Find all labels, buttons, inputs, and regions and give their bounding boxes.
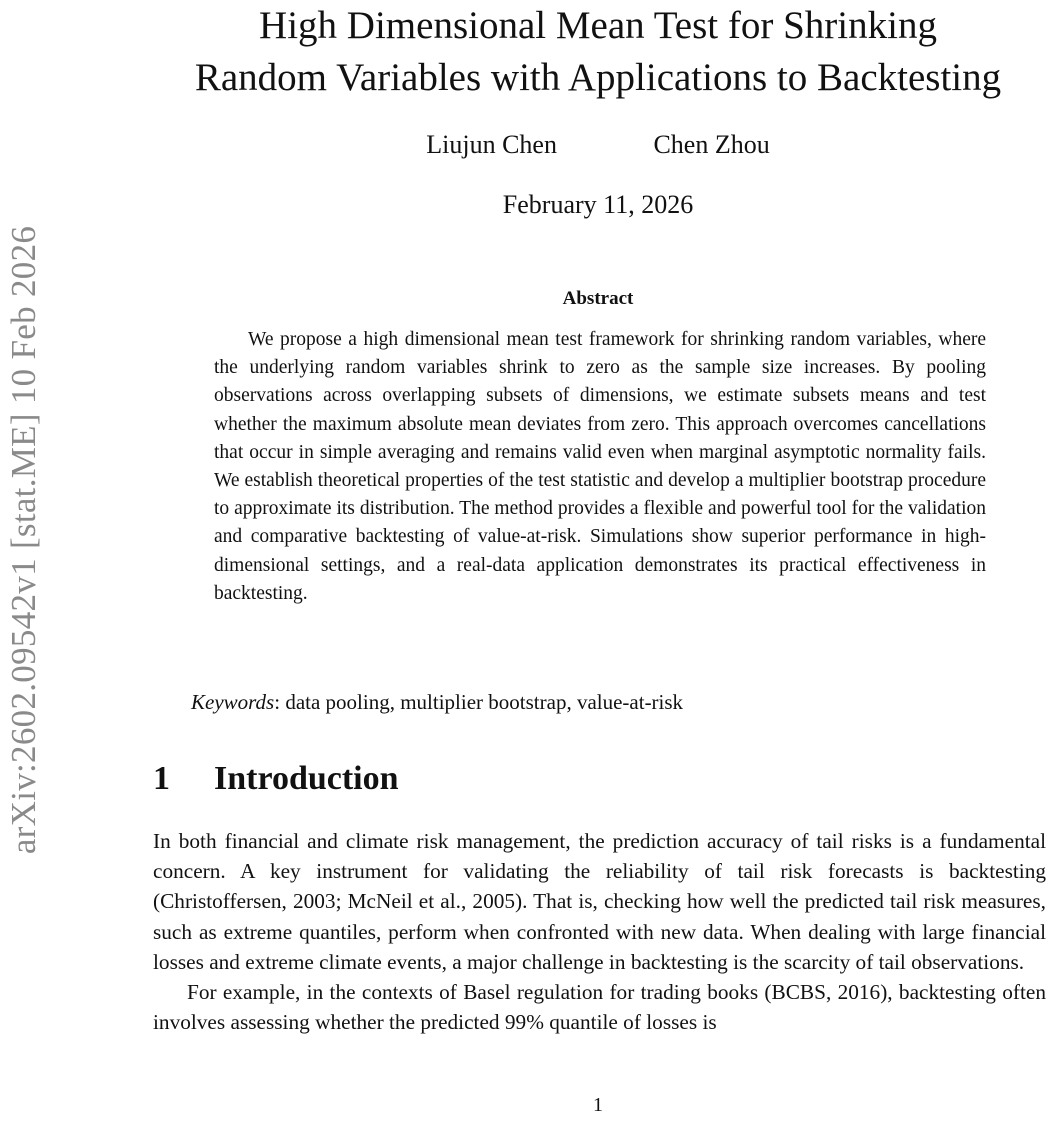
abstract-heading: Abstract [562, 288, 634, 309]
paper-title [150, 0, 1046, 104]
keywords-label: Keywords [191, 690, 275, 714]
author-1: Liujun Chen [426, 130, 557, 159]
keywords-text: : data pooling, multiplier bootstrap, value-at-risk [274, 690, 684, 714]
author-list [150, 130, 1046, 160]
author-2: Chen Zhou [653, 130, 770, 159]
section-number: 1 [153, 760, 170, 797]
arxiv-identifier: arXiv:2602.09542v1 [stat.ME] 10 Feb 2026 [4, 225, 43, 855]
keywords-line [191, 690, 683, 715]
intro-paragraph-1: In both financial and climate risk management, the prediction accuracy of tail risks is a fundamental concern. A key instrument for validating the reliability of tail risk forecasts is backtesting (Christoffersen, 2003; McNeil et al., 2005). That is, checking how well the predicted tail risk measures, such as extreme quantiles, perform when confronted with new data. When dealing with large financial losses and extreme climate events, a major challenge in backtesting is the scarcity of tail observations. [153, 829, 1046, 974]
section-title: Introduction [214, 760, 399, 797]
intro-paragraph-2: For example, in the contexts of Basel regulation for trading books (BCBS, 2016), backtesting often involves assessing whether the predicted 99% quantile of losses is [153, 980, 1046, 1035]
publication-date: February 11, 2026 [502, 190, 694, 219]
section-heading [153, 760, 399, 798]
introduction-body [153, 826, 1046, 1037]
abstract-text: We propose a high dimensional mean test framework for shrinking random variables, where the underlying random variables shrink to zero as the sample size increases. By pooling observations across overlapping subsets of dimensions, we estimate subsets means and test whether the maximum absolute mean deviates from zero. This approach overcomes cancellations that occur in simple averaging and remains valid even when marginal asymptotic normality fails. We establish theoretical properties of the test statistic and develop a multiplier bootstrap procedure to approximate its distribution. The method provides a flexible and powerful tool for the validation and comparative backtesting of value-at-risk. Simulations show superior performance in high-dimensional settings, and a real-data application demonstrates its practical effectiveness in backtesting. [214, 329, 986, 604]
title-line-2: Random Variables with Applications to Backtesting [194, 56, 1002, 99]
page-number: 1 [593, 1094, 603, 1116]
title-line-1: High Dimensional Mean Test for Shrinking [259, 4, 937, 47]
